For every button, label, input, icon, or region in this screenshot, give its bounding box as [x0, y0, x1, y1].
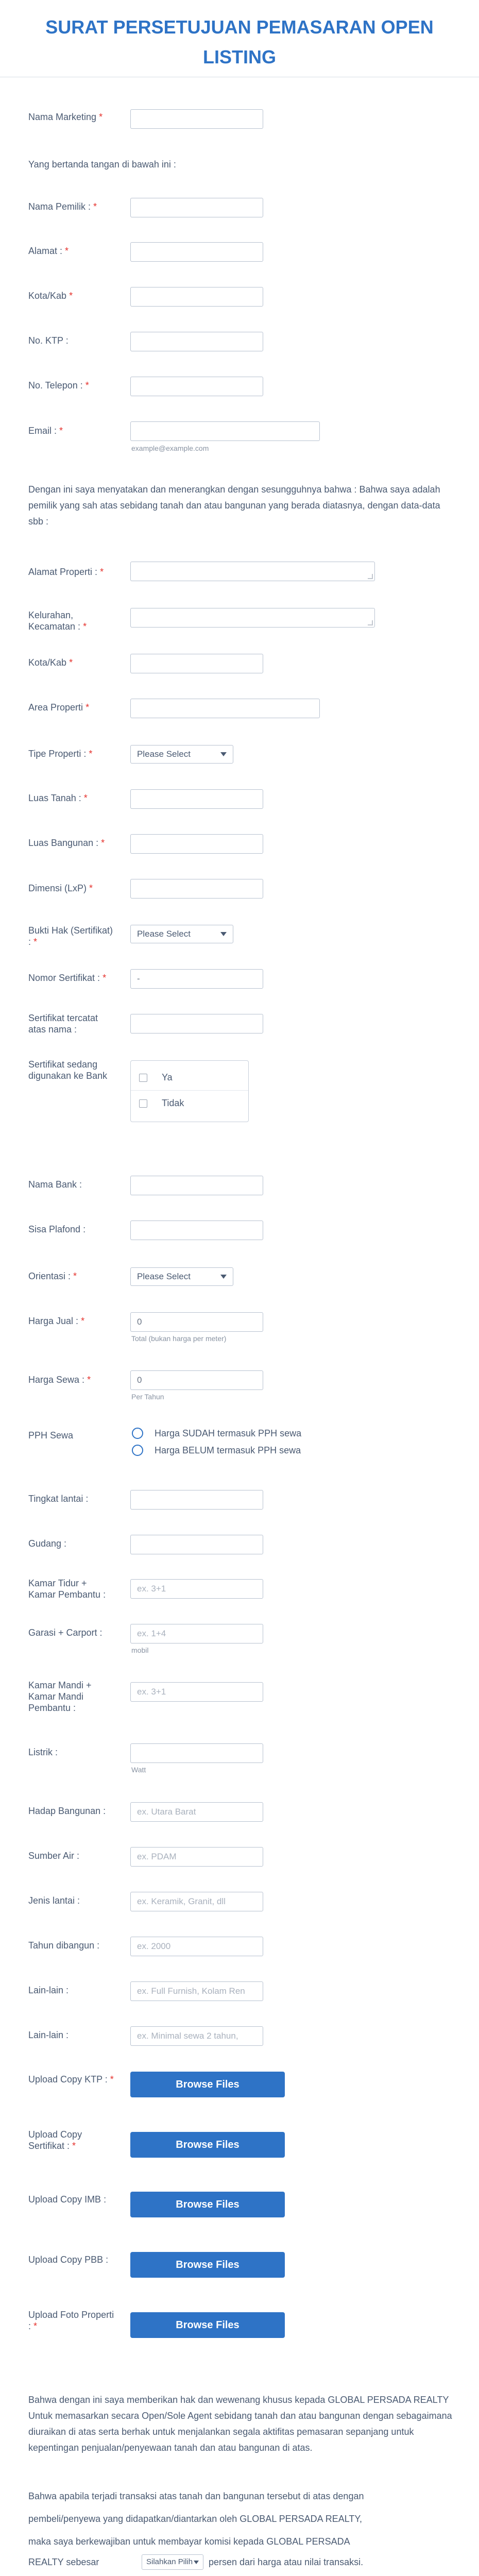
radio-pph-belum[interactable]: [132, 1445, 143, 1456]
label-harga-jual: Harga Jual : *: [28, 1316, 85, 1326]
bukti-hak-select[interactable]: Please Select: [130, 925, 233, 943]
komisi-line-4a: REALTY sebesar: [28, 2557, 99, 2567]
label-sertifikat-atas-nama: Sertifikat tercatat atas nama :: [28, 1013, 98, 1035]
kelurahan-input[interactable]: [130, 608, 375, 628]
label-jenis-lantai: Jenis lantai :: [28, 1895, 80, 1906]
email-hint: example@example.com: [131, 444, 209, 452]
no-ktp-input[interactable]: [130, 332, 263, 351]
nama-marketing-input[interactable]: [130, 109, 263, 129]
harga-jual-input[interactable]: 0: [130, 1312, 263, 1332]
form-header: [0, 0, 479, 77]
tingkat-lantai-input[interactable]: [130, 1490, 263, 1510]
label-kota-kab: Kota/Kab *: [28, 291, 73, 301]
sertifikat-bank-options: [130, 1060, 249, 1122]
kamar-tidur-input[interactable]: ex. 3+1: [130, 1579, 263, 1599]
label-area-properti: Area Properti *: [28, 702, 90, 713]
label-bukti-hak: Bukti Hak (Sertifikat) : *: [28, 925, 113, 947]
label-tipe-properti: Tipe Properti : *: [28, 749, 93, 759]
label-orientasi: Orientasi : *: [28, 1271, 77, 1281]
hadap-bangunan-input[interactable]: ex. Utara Barat: [130, 1802, 263, 1822]
lain-lain-2-input[interactable]: ex. Minimal sewa 2 tahun,: [130, 2026, 263, 2046]
checkbox-option-tidak[interactable]: [131, 1090, 248, 1116]
harga-jual-hint: Total (bukan harga per meter): [131, 1334, 227, 1343]
luas-bangunan-input[interactable]: [130, 834, 263, 854]
chevron-down-icon: [220, 752, 227, 756]
label-luas-tanah: Luas Tanah : *: [28, 793, 88, 803]
chevron-down-icon: [220, 932, 227, 936]
checkbox[interactable]: [139, 1074, 147, 1082]
alamat-properti-input[interactable]: [130, 562, 375, 581]
garasi-input[interactable]: ex. 1+4: [130, 1624, 263, 1643]
label-email: Email : *: [28, 426, 63, 436]
chevron-down-icon: [220, 1275, 227, 1279]
checkbox-label: Ya: [162, 1072, 173, 1082]
label-listrik: Listrik :: [28, 1747, 58, 1757]
label-gudang: Gudang :: [28, 1538, 67, 1549]
label-garasi: Garasi + Carport :: [28, 1628, 102, 1638]
browse-files-button-pbb[interactable]: Browse Files: [130, 2252, 285, 2278]
label-upload-pbb: Upload Copy PBB :: [28, 2255, 109, 2265]
chevron-down-icon: [194, 2561, 199, 2564]
listrik-hint: Watt: [131, 1766, 146, 1774]
email-input[interactable]: [130, 421, 320, 441]
browse-files-button-ktp[interactable]: Browse Files: [130, 2072, 285, 2097]
komisi-line-5: [28, 2574, 466, 2576]
sisa-plafond-input[interactable]: [130, 1221, 263, 1240]
harga-sewa-hint: Per Tahun: [131, 1393, 164, 1401]
resize-handle-icon[interactable]: [368, 620, 373, 625]
garasi-hint: mobil: [131, 1646, 149, 1654]
listrik-input[interactable]: [130, 1743, 263, 1763]
label-pph-sewa: PPH Sewa: [28, 1430, 74, 1440]
label-upload-sertifikat: Upload Copy Sertifikat : *: [28, 2129, 82, 2151]
resize-handle-icon[interactable]: [368, 574, 373, 579]
label-sumber-air: Sumber Air :: [28, 1851, 80, 1861]
harga-sewa-input[interactable]: 0: [130, 1370, 263, 1390]
label-harga-sewa: Harga Sewa : *: [28, 1375, 91, 1385]
kota-kab-input[interactable]: [130, 287, 263, 307]
sumber-air-input[interactable]: ex. PDAM: [130, 1847, 263, 1867]
komisi-select[interactable]: Silahkan Pilih: [142, 2554, 203, 2570]
label-lain-lain-1: Lain-lain :: [28, 1985, 69, 1995]
sertifikat-atas-nama-input[interactable]: [130, 1014, 263, 1033]
komisi-line-4b: persen dari harga atau nilai transaksi.: [209, 2557, 364, 2567]
checkbox-option-ya[interactable]: [131, 1065, 248, 1091]
kamar-mandi-input[interactable]: ex. 3+1: [130, 1682, 263, 1702]
label-sisa-plafond: Sisa Plafond :: [28, 1224, 86, 1234]
label-nama-marketing: Nama Marketing *: [28, 112, 103, 122]
statement-text: Dengan ini saya menyatakan dan menerangkan dengan sesungguhnya bahwa : Bahwa saya adalah pemilik yang sah atas sebidang tanah dan atau bangunan yang berada diatasnya, dengan data-data sbb :: [28, 484, 440, 527]
dimensi-input[interactable]: [130, 879, 263, 899]
luas-tanah-input[interactable]: [130, 789, 263, 809]
area-properti-input[interactable]: [130, 699, 320, 718]
label-tahun-dibangun: Tahun dibangun :: [28, 1940, 100, 1951]
label-upload-ktp: Upload Copy KTP : *: [28, 2074, 114, 2084]
tipe-properti-select[interactable]: Please Select: [130, 745, 233, 764]
label-upload-imb: Upload Copy IMB :: [28, 2194, 107, 2205]
no-telepon-input[interactable]: [130, 377, 263, 396]
label-kota-kab-2: Kota/Kab *: [28, 657, 73, 668]
orientasi-select[interactable]: Please Select: [130, 1267, 233, 1286]
tahun-dibangun-input[interactable]: ex. 2000: [130, 1937, 263, 1956]
label-kamar-tidur: Kamar Tidur + Kamar Pembantu :: [28, 1578, 106, 1600]
nama-pemilik-input[interactable]: [130, 198, 263, 217]
label-kamar-mandi: Kamar Mandi + Kamar Mandi Pembantu :: [28, 1680, 92, 1713]
alamat-input[interactable]: [130, 242, 263, 262]
checkbox[interactable]: [139, 1099, 147, 1108]
label-kelurahan: Kelurahan, Kecamatan : *: [28, 610, 87, 632]
label-alamat-properti: Alamat Properti : *: [28, 567, 104, 577]
hak-wewenang-text: Bahwa dengan ini saya memberikan hak dan wewenang khusus kepada GLOBAL PERSADA REALTY Untuk memasarkan secara Open/Sole Agent sebidang tanah dan atau bangunan dengan sebagaimana diuraikan di atas serta berhak untuk menjalankan segala aktifitas pemasaran sepanjang untuk kepentingan penjualan/penyewaan tanah dan atau bangunan di atas.: [28, 2395, 452, 2453]
jenis-lantai-input[interactable]: ex. Keramik, Granit, dll: [130, 1892, 263, 1911]
komisi-line-2: pembeli/penyewa yang didapatkan/diantarkan oleh GLOBAL PERSADA REALTY,: [28, 2514, 363, 2524]
label-alamat: Alamat : *: [28, 246, 69, 256]
form-title: SURAT PERSETUJUAN PEMASARAN OPEN LISTING: [45, 16, 434, 67]
label-hadap-bangunan: Hadap Bangunan :: [28, 1806, 106, 1816]
label-lain-lain-2: Lain-lain :: [28, 2030, 69, 2040]
label-nama-pemilik: Nama Pemilik : *: [28, 201, 97, 212]
gudang-input[interactable]: [130, 1535, 263, 1554]
browse-files-button-imb[interactable]: Browse Files: [130, 2192, 285, 2217]
radio-pph-sudah[interactable]: [132, 1428, 143, 1439]
label-no-ktp: No. KTP :: [28, 335, 69, 346]
intro-text: Yang bertanda tangan di bawah ini :: [28, 159, 176, 170]
label-no-telepon: No. Telepon : *: [28, 380, 89, 391]
radio-label-pph-belum: Harga BELUM termasuk PPH sewa: [155, 1445, 301, 1455]
label-sertifikat-bank: Sertifikat sedang digunakan ke Bank: [28, 1059, 108, 1081]
radio-label-pph-sudah: Harga SUDAH termasuk PPH sewa: [155, 1428, 302, 1438]
browse-files-button-foto[interactable]: Browse Files: [130, 2312, 285, 2338]
komisi-line-3: maka saya berkewajiban untuk membayar komisi kepada GLOBAL PERSADA: [28, 2536, 350, 2547]
label-upload-foto: Upload Foto Properti : *: [28, 2310, 114, 2331]
label-luas-bangunan: Luas Bangunan : *: [28, 838, 105, 848]
nama-bank-input[interactable]: [130, 1176, 263, 1195]
lain-lain-1-input[interactable]: ex. Full Furnish, Kolam Ren: [130, 1981, 263, 2001]
komisi-line-1: Bahwa apabila terjadi transaksi atas tanah dan bangunan tersebut di atas dengan: [28, 2491, 364, 2501]
label-dimensi: Dimensi (LxP) *: [28, 883, 93, 893]
label-nomor-sertifikat: Nomor Sertifikat : *: [28, 973, 107, 983]
label-nama-bank: Nama Bank :: [28, 1179, 82, 1190]
label-tingkat-lantai: Tingkat lantai :: [28, 1494, 89, 1504]
nomor-sertifikat-input[interactable]: -: [130, 969, 263, 989]
kota-kab-properti-input[interactable]: [130, 654, 263, 673]
browse-files-button-sertifikat[interactable]: Browse Files: [130, 2132, 285, 2158]
checkbox-label: Tidak: [162, 1098, 184, 1108]
